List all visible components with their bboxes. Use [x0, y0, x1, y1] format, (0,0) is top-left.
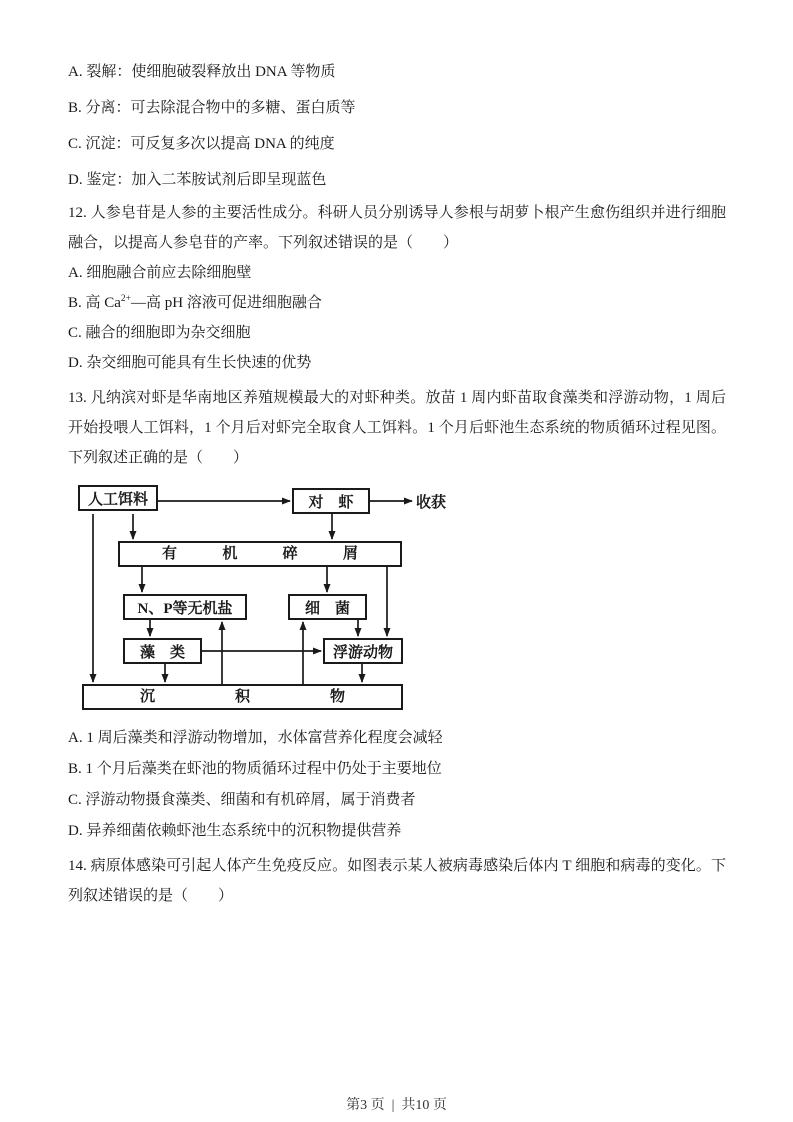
shrimp-pond-material-cycle-diagram [78, 485, 470, 713]
option-11-c: C. 沉淀：可反复多次以提高 DNA 的纯度 [68, 136, 335, 152]
diagram-box-shrimp: 对 虾 [292, 488, 370, 514]
option-11-d: D. 鉴定：加入二苯胺试剂后即呈现蓝色 [68, 172, 327, 188]
question-13-stem: 13. 凡纳滨对虾是华南地区养殖规模最大的对虾种类。放苗 1 周内虾苗取食藻类和浮游动物，1 周后开始投喂人工饵料，1 个月后对虾完全取食人工饵料。1 个月后虾池生态系统的物质循环过程见图。下列叙述正确的是（ ） [68, 390, 726, 466]
footer-separator: | [391, 1098, 395, 1113]
option-11-b: B. 分离：可去除混合物中的多糖、蛋白质等 [68, 100, 356, 116]
question-11-options [68, 54, 726, 198]
diagram-box-artificial-feed: 人工饵料 [78, 485, 158, 511]
option-12-d: D. 杂交细胞可能具有生长快速的优势 [68, 355, 312, 371]
diagram-box-zooplankton: 浮游动物 [323, 638, 403, 664]
diagram-box-bacteria: 细 菌 [288, 594, 367, 620]
diagram-box-algae: 藻 类 [123, 638, 202, 664]
question-12-stem: 12. 人参皂苷是人参的主要活性成分。科研人员分别诱导人参根与胡萝卜根产生愈伤组织并进行细胞融合，以提高人参皂苷的产率。下列叙述错误的是（ ） [68, 205, 726, 251]
page-total: 共10 页 [401, 1098, 447, 1113]
page-footer [0, 1094, 793, 1114]
question-13 [68, 383, 726, 847]
diagram-box-inorganic-salts: N、P等无机盐 [123, 594, 247, 620]
question-14 [68, 851, 726, 911]
option-13-d: D. 异养细菌依赖虾池生态系统中的沉积物提供营养 [68, 823, 402, 839]
question-14-stem: 14. 病原体感染可引起人体产生免疫反应。如图表示某人被病毒感染后体内 T 细胞和病毒的变化。下列叙述错误的是（ ） [68, 858, 726, 904]
option-13-a: A. 1 周后藻类和浮游动物增加，水体富营养化程度会减轻 [68, 730, 443, 746]
diagram-box-sediment: 沉积物 [82, 684, 403, 710]
option-12-a: A. 细胞融合前应去除细胞壁 [68, 265, 252, 281]
question-12 [68, 198, 726, 378]
option-13-b: B. 1 个月后藻类在虾池的物质循环过程中仍处于主要地位 [68, 761, 442, 777]
option-12-b: B. 高 $Ca^{2+}—$高 pH 溶液可促进细胞融合 [68, 294, 322, 311]
option-13-c: C. 浮游动物摄食藻类、细菌和有机碎屑，属于消费者 [68, 792, 416, 808]
page-number: 第3 页 [346, 1098, 385, 1113]
diagram-box-organic-debris: 有机碎屑 [118, 541, 402, 567]
option-12-c: C. 融合的细胞即为杂交细胞 [68, 325, 251, 341]
option-11-a: A. 裂解：使细胞破裂释放出 DNA 等物质 [68, 64, 336, 80]
superscript-2plus: 2+ [120, 294, 132, 304]
diagram-label-harvest: 收获 [416, 494, 447, 511]
